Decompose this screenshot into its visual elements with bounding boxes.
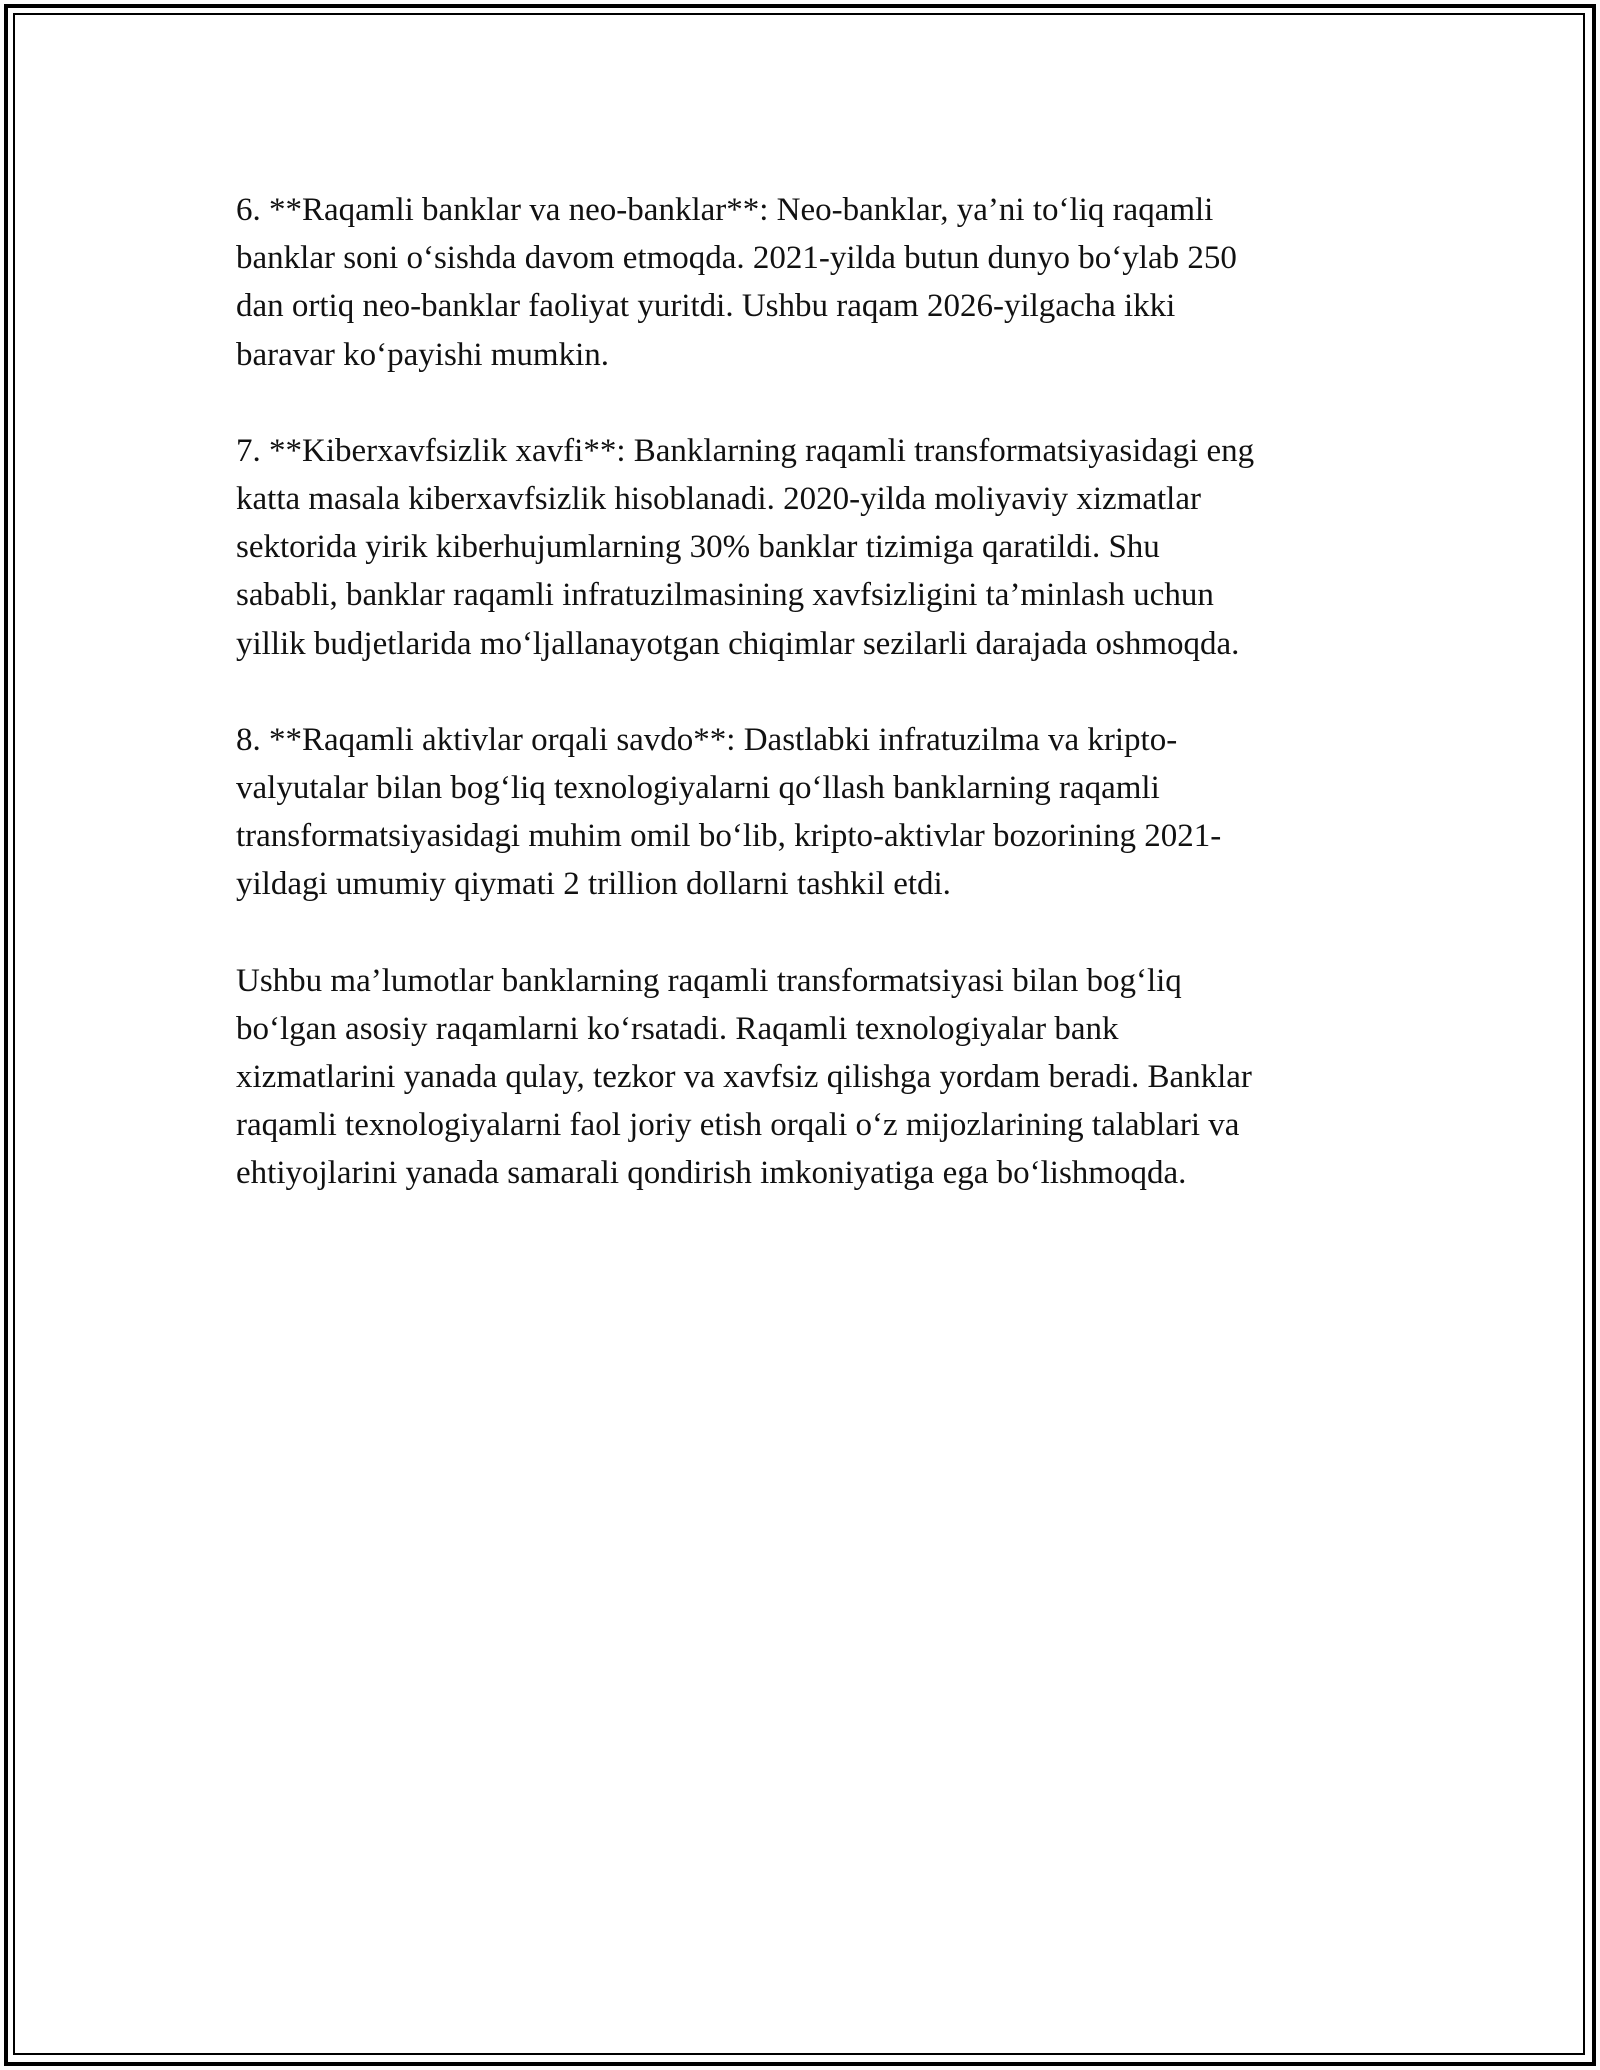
- text-line: sababli, banklar raqamli infratuzilmasining xavfsizligini ta’minlash uchun: [236, 577, 1214, 614]
- text-line: 8. **Raqamli aktivlar orqali savdo**: Dastlabki infratuzilma va kripto-: [236, 721, 1178, 758]
- text-line: raqamli texnologiyalarni faol joriy etish orqali o‘z mijozlarining talablari va: [236, 1107, 1240, 1144]
- document-body: [236, 186, 1376, 1246]
- text-line: baravar ko‘payishi mumkin.: [236, 336, 609, 373]
- text-line: ehtiyojlarini yanada samarali qondirish imkoniyatiga ega bo‘lishmoqda.: [236, 1155, 1187, 1192]
- text-line: banklar soni o‘sishda davom etmoqda. 2021-yilda butun dunyo bo‘ylab 250: [236, 240, 1237, 277]
- text-line: yillik budjetlarida mo‘ljallanayotgan chiqimlar sezilarli darajada oshmoqda.: [236, 625, 1240, 662]
- text-line: valyutalar bilan bog‘liq texnologiyalarni qo‘llash banklarning raqamli: [236, 770, 1160, 807]
- text-line: 6. **Raqamli banklar va neo-banklar**: Neo-banklar, ya’ni to‘liq raqamli: [236, 192, 1214, 228]
- paragraph-conclusion: [236, 957, 1376, 1198]
- text-line: transformatsiyasidagi muhim omil bo‘lib, kripto-aktivlar bozorining 2021-: [236, 818, 1222, 855]
- text-line: xizmatlarini yanada qulay, tezkor va xavfsiz qilishga yordam beradi. Banklar: [236, 1059, 1252, 1096]
- text-line: bo‘lgan asosiy raqamlarni ko‘rsatadi. Raqamli texnologiyalar bank: [236, 1010, 1119, 1047]
- paragraph-neo-banks: [236, 186, 1376, 379]
- text-line: sektorida yirik kiberhujumlarning 30% banklar tizimiga qaratildi. Shu: [236, 529, 1160, 566]
- text-line: dan ortiq neo-banklar faoliyat yuritdi. Ushbu raqam 2026-yilgacha ikki: [236, 288, 1176, 325]
- text-line: katta masala kiberxavfsizlik hisoblanadi. 2020-yilda moliyaviy xizmatlar: [236, 481, 1201, 518]
- text-line: Ushbu ma’lumotlar banklarning raqamli transformatsiyasi bilan bog‘liq: [236, 962, 1182, 999]
- paragraph-digital-assets: [236, 716, 1376, 909]
- text-line: yildagi umumiy qiymati 2 trillion dollarni tashkil etdi.: [236, 866, 951, 903]
- paragraph-cybersecurity: [236, 427, 1376, 668]
- text-line: 7. **Kiberxavfsizlik xavfi**: Banklarning raqamli transformatsiyasidagi eng: [236, 432, 1255, 469]
